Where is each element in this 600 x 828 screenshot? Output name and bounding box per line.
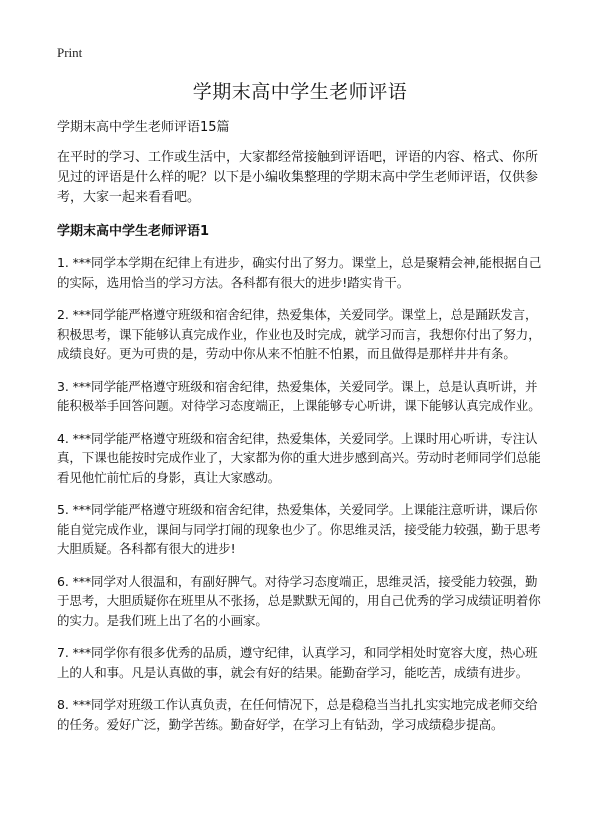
list-item: 6. ***同学对人很温和，有副好脾气。对待学习态度端正，思维灵活，接受能力较强，勤于思考，大胆质疑你在班里从不张扬，总是默默无闻的，用自己优秀的学习成绩证明着你的实力。是我们班上出了名的小画家。 xyxy=(57,573,541,628)
section-heading: 学期末高中学生老师评语1 xyxy=(57,224,210,239)
list-item: 5. ***同学能严格遵守班级和宿舍纪律，热爱集体，关爱同学。上课能注意听讲，课后你能自觉完成作业，课间与同学打闹的现象也少了。你思维灵活，接受能力较强，勤于思考大胆质疑。各科都有很大的进步! xyxy=(57,502,541,556)
page-title: 学期末高中学生老师评语 xyxy=(192,81,408,103)
list-item: 1. ***同学本学期在纪律上有进步，确实付出了努力。课堂上，总是聚精会神,能根据自己的实际，选用恰当的学习方法。各科都有很大的进步!踏实肯干。 xyxy=(57,255,542,290)
list-item: 2. ***同学能严格遵守班级和宿舍纪律，热爱集体，关爱同学。课堂上，总是踊跃发言，积极思考，课下能够认真完成作业，作业也及时完成，就学习而言，我想你付出了努力，成绩良好。更为可贵的是，劳动中你从来不怕脏不怕累，而且做得是那样井井有条。 xyxy=(57,307,541,361)
list-item: 4. ***同学能严格遵守班级和宿舍纪律，热爱集体，关爱同学。上课时用心听讲，专注认真，下课也能按时完成作业了，大家都为你的重大进步感到高兴。劳动时老师同学们总能看见他忙前忙后的身影，真让大家感动。 xyxy=(57,430,541,485)
article-subtitle: 学期末高中学生老师评语15篇 xyxy=(57,120,230,135)
article-body xyxy=(57,118,549,747)
list-item: 8. ***同学对班级工作认真负责，在任何情况下，总是稳稳当当扎扎实实地完成老师交给的任务。爱好广泛，勤学苦练。勤奋好学，在学习上有钻劲，学习成绩稳步提高。 xyxy=(57,697,538,732)
article-intro: 在平时的学习、工作或生活中，大家都经常接触到评语吧，评语的内容、格式、你所见过的评语是什么样的呢？以下是小编收集整理的学期末高中学生老师评语，仅供参考，大家一起来看看吧。 xyxy=(57,150,539,205)
list-item: 3. ***同学能严格遵守班级和宿舍纪律，热爱集体，关爱同学。课上，总是认真听讲，并能积极举手回答问题。对待学习态度端正，上课能够专心听讲，课下能够认真完成作业。 xyxy=(57,378,541,413)
list-item: 7. ***同学你有很多优秀的品质，遵守纪律，认真学习，和同学相处时宽容大度，热心班上的人和事。凡是认真做的事，就会有好的结果。能勤奋学习，能吃苦，成绩有进步。 xyxy=(57,645,538,680)
print-link[interactable]: Print xyxy=(57,45,83,60)
